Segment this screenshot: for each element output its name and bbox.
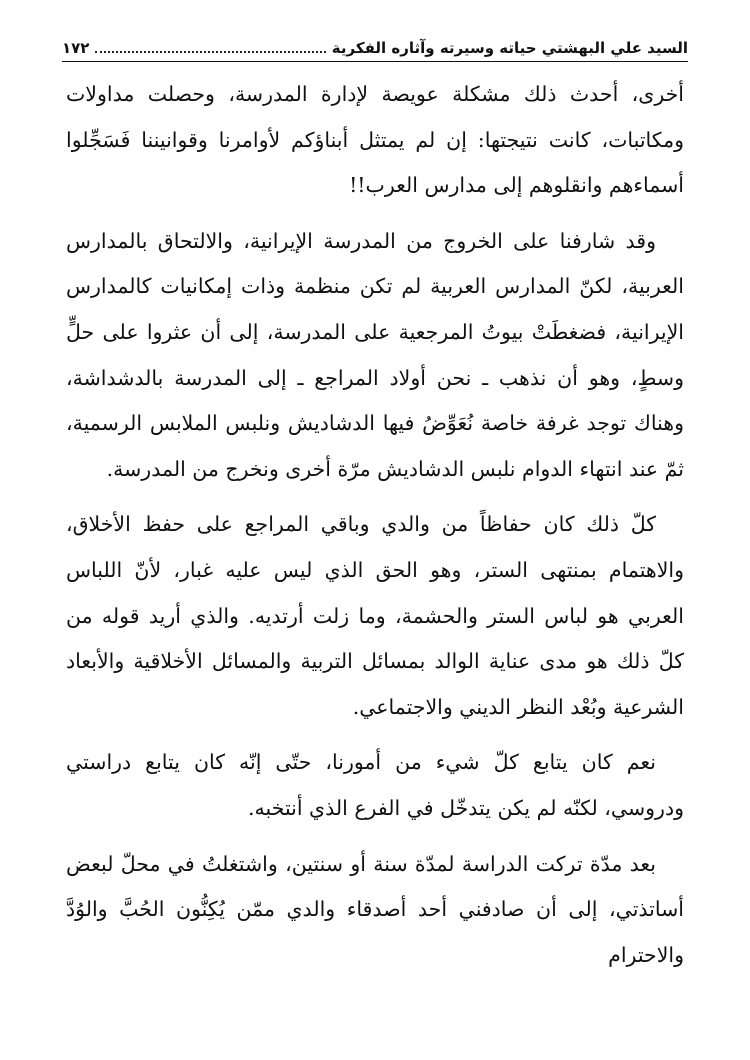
page-number: ١٧٢ [62,39,90,57]
paragraph-1: أخرى، أحدث ذلك مشكلة عويصة لإدارة المدرسة، وحصلت مداولات ومكاتبات، كانت نتيجتها: إن لم يمتثل أبناؤكم لأوامرنا وقوانيننا فَسَجِّلوا أسماءهم وانقلوهم إلى مدارس العرب!! [66,82,684,198]
paragraph-2: وقد شارفنا على الخروج من المدرسة الإيرانية، والالتحاق بالمدارس العربية، لكنّ المدارس العربية لم تكن منظمة وذات إمكانيات كالمدارس الإيرانية، فضغطَتْ بيوتُ المرجعية على المدرسة، إلى أن عثروا على حلٍّ وسطٍ، وهو أن نذهب ـ نحن أولاد المراجع ـ إلى المدرسة بالدشداشة، وهناك توجد غرفة خاصة نُعَوِّضُ فيها الدشاديش ونلبس الملابس الرسمية، ثمّ عند انتهاء الدوام نلبس الدشاديش مرّة أخرى ونخرج من المدرسة. [66,228,684,481]
header-rule [62,61,688,62]
leader-dots [95,51,325,53]
running-header [62,30,688,58]
paragraph-4: نعم كان يتابع كلّ شيء من أمورنا، حتّى إنّه كان يتابع دراستي ودروسي، لكنّه لم يكن يتدخّل في الفرع الذي أنتخبه. [66,750,684,820]
paragraph-5: بعد مدّة تركت الدراسة لمدّة سنة أو سنتين، واشتغلتُ في محلّ لبعض أساتذتي، إلى أن صادفني أحد أصدقاء والدي ممّن يُكِنُّون الحُبَّ والوُدَّ والاحترام [66,851,684,967]
body-text [66,72,684,978]
running-header-title: السيد علي البهشتي حياته وسيرته وآثاره الفكرية [331,39,688,57]
paragraph-3: كلّ ذلك كان حفاظاً من والدي وباقي المراجع على حفظ الأخلاق، والاهتمام بمنتهى الستر، وهو الحق الذي ليس عليه غبار، لأنّ اللباس العربي هو لباس الستر والحشمة، وما زلت أرتديه. والذي أريد قوله من كلّ ذلك هو مدى عناية الوالد بمسائل التربية والمسائل الأخلاقية والأبعاد الشرعية وبُعْد النظر الديني والاجتماعي. [66,512,684,719]
